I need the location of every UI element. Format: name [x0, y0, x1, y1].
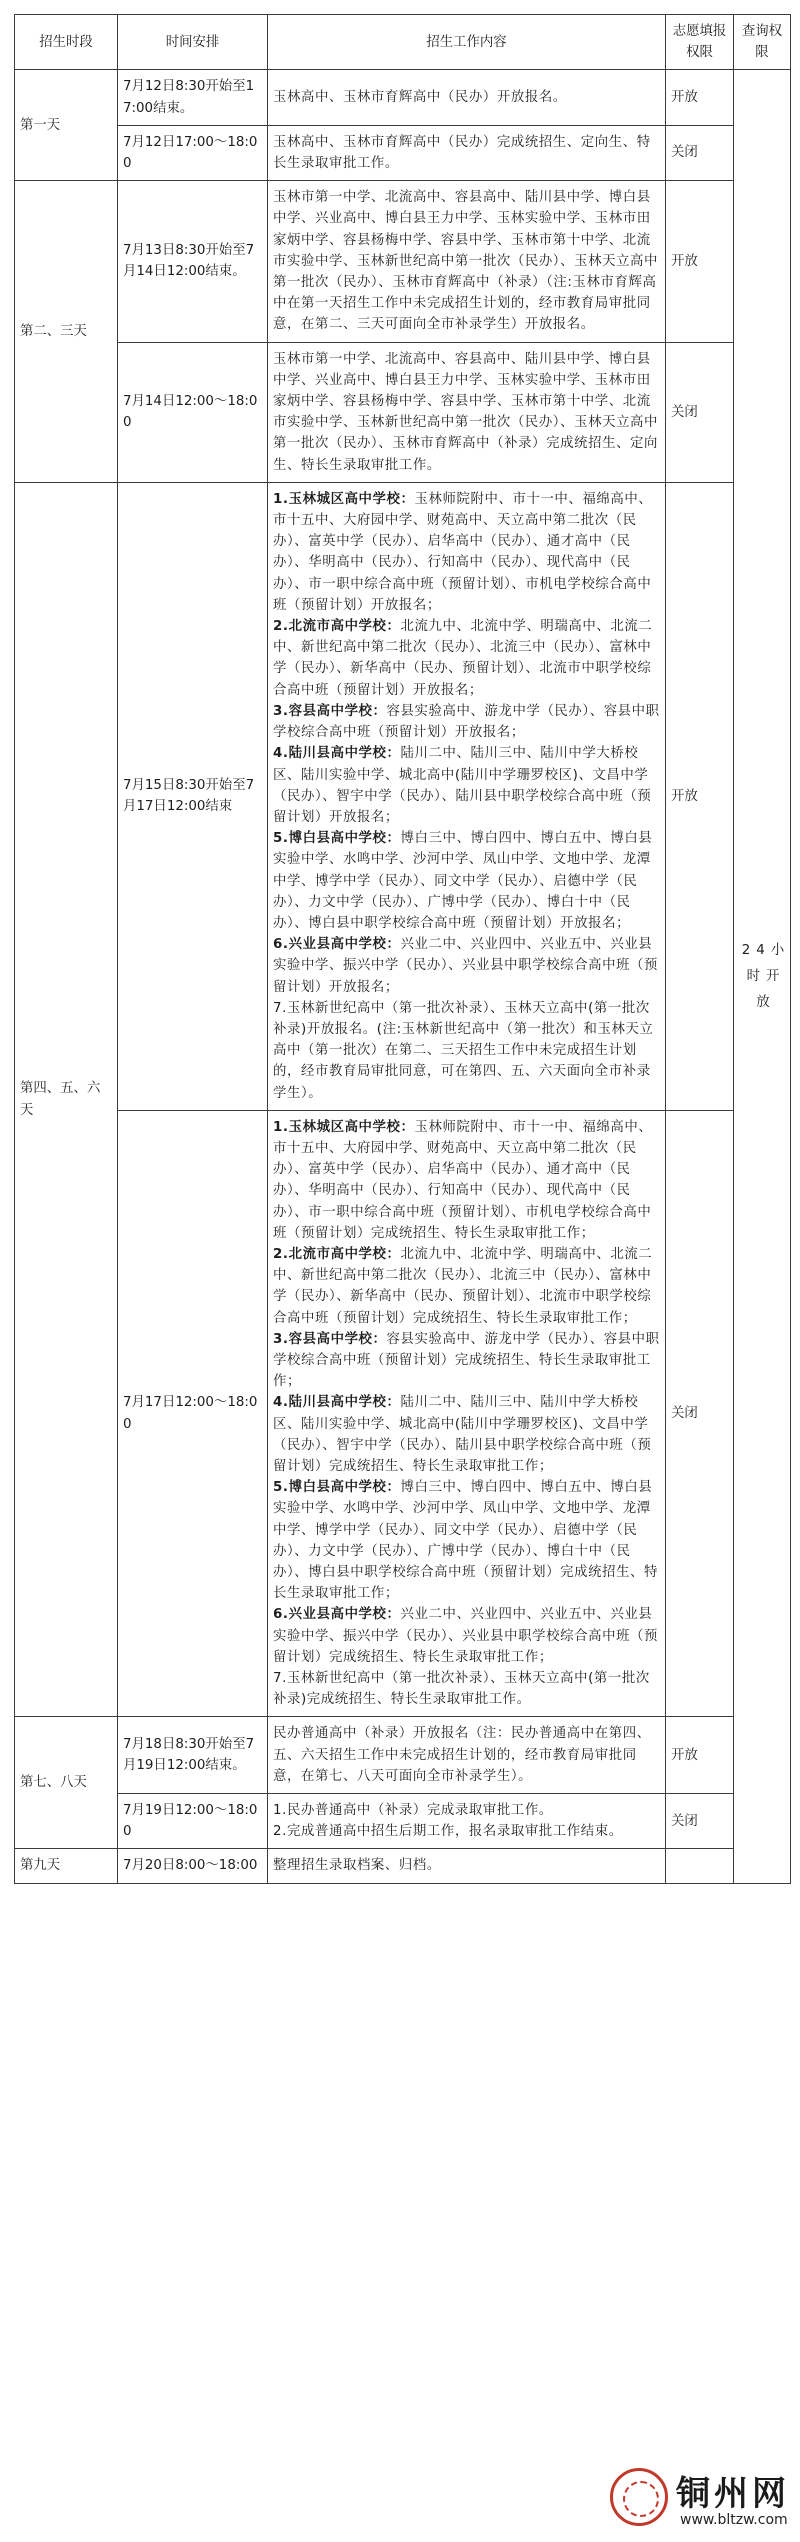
content-cell: [268, 1110, 666, 1717]
school-group-label: 3.容县高中学校：: [273, 703, 387, 719]
period-day23: 第二、三天: [15, 181, 118, 483]
status-cell: 关闭: [666, 125, 734, 180]
time-cell: 7月15日8:30开始至7月17日12:00结束: [118, 482, 268, 1110]
school-group-label: 6.兴业县高中学校：: [273, 1607, 401, 1623]
content-cell: [268, 1794, 666, 1849]
school-group-label: 1.玉林城区高中学校：: [273, 491, 415, 507]
table-row: [15, 1849, 791, 1883]
table-row: [15, 1794, 791, 1849]
list-item: 1.民办普通高中（补录）完成录取审批工作。: [273, 1803, 553, 1819]
table-row: [15, 181, 791, 342]
period-day1: 第一天: [15, 70, 118, 181]
time-cell: 7月20日8:00～18:00: [118, 1849, 268, 1883]
time-cell: 7月19日12:00～18:00: [118, 1794, 268, 1849]
content-cell: 玉林高中、玉林市育辉高中（民办）完成统招生、定向生、特长生录取审批工作。: [268, 125, 666, 180]
list-item: 6.兴业县高中学校：兴业二中、兴业四中、兴业五中、兴业县实验中学、振兴中学（民办）、兴业县中职学校综合高中班（预留计划）开放报名；: [273, 937, 659, 995]
status-cell: 开放: [666, 70, 734, 125]
list-item: 2.完成普通高中招生后期工作，报名录取审批工作结束。: [273, 1824, 623, 1840]
school-group-label: 1.玉林城区高中学校：: [273, 1119, 415, 1135]
header-status: 志愿填报权限: [666, 15, 734, 70]
query-cell: [734, 70, 791, 1883]
list-item: 2.北流市高中学校：北流九中、北流中学、明瑞高中、北流二中、新世纪高中第二批次（民办）、北流三中（民办）、富林中学（民办）、新华高中（民办、预留计划）、北流市中职学校综合高中班（预留计划）完成统招生、特长生录取审批工作；: [273, 1246, 653, 1326]
table-row: [15, 125, 791, 180]
header-time: 时间安排: [118, 15, 268, 70]
content-cell: 整理招生录取档案、归档。: [268, 1849, 666, 1883]
school-group-label: 5.博白县高中学校：: [273, 1480, 401, 1496]
status-cell: 关闭: [666, 342, 734, 482]
school-group-label: 2.北流市高中学校：: [273, 1246, 401, 1262]
time-cell: 7月12日8:30开始至17:00结束。: [118, 70, 268, 125]
list-item: 7.玉林新世纪高中（第一批次补录）、玉林天立高中(第一批次补录)开放报名。(注:玉林新世纪高中（第一批次）和玉林天立高中（第一批次）在第二、三天招生工作中未完成招生计划的，经市教育局审批同意，可在第四、五、六天面向全市补录学生）。: [273, 1000, 654, 1101]
content-cell: 玉林市第一中学、北流高中、容县高中、陆川县中学、博白县中学、兴业高中、博白县王力中学、玉林实验中学、玉林市田家炳中学、容县杨梅中学、容县中学、玉林市第十中学、北流市实验中学、玉林新世纪高中第一批次（民办）、玉林天立高中第一批次（民办）、玉林市育辉高中（补录）（注:玉林市育辉高中在第一天招生工作中未完成招生计划的，经市教育局审批同意，在第二、三天可面向全市补录学生）开放报名。: [268, 181, 666, 342]
school-group-label: 3.容县高中学校：: [273, 1331, 387, 1347]
query-value: 24小时开放: [741, 942, 791, 1010]
content-cell: 玉林高中、玉林市育辉高中（民办）开放报名。: [268, 70, 666, 125]
table-row: [15, 1110, 791, 1717]
watermark-url: www.bltzw.com: [680, 2512, 788, 2528]
header-period: 招生时段: [15, 15, 118, 70]
time-cell: 7月13日8:30开始至7月14日12:00结束。: [118, 181, 268, 342]
content-cell: 民办普通高中（补录）开放报名（注：民办普通高中在第四、五、六天招生工作中未完成招生计划的，经市教育局审批同意，在第七、八天可面向全市补录学生）。: [268, 1717, 666, 1794]
time-cell: 7月14日12:00～18:00: [118, 342, 268, 482]
list-item: 5.博白县高中学校：博白三中、博白四中、博白五中、博白县实验中学、水鸣中学、沙河中学、凤山中学、文地中学、龙潭中学、博学中学（民办）、同文中学（民办）、启德中学（民办）、力文中学（民办）、广博中学（民办）、博白十中（民办）、博白县中职学校综合高中班（预留计划）开放报名；: [273, 831, 653, 931]
site-watermark: [610, 2464, 790, 2534]
list-item: 6.兴业县高中学校：兴业二中、兴业四中、兴业五中、兴业县实验中学、振兴中学（民办）、兴业县中职学校综合高中班（预留计划）完成统招生、特长生录取审批工作；: [273, 1607, 659, 1665]
table-row: [15, 70, 791, 125]
list-item: 4.陆川县高中学校：陆川二中、陆川三中、陆川中学大桥校区、陆川实验中学、城北高中(陆川中学珊罗校区)、文昌中学（民办）、智宇中学（民办）、陆川县中职学校综合高中班（预留计划）开放报名；: [273, 746, 652, 825]
school-group-label: 4.陆川县高中学校：: [273, 746, 401, 762]
period-day9: 第九天: [15, 1849, 118, 1883]
status-cell: 开放: [666, 181, 734, 342]
status-cell: [666, 1849, 734, 1883]
table-row: [15, 342, 791, 482]
list-item: 2.北流市高中学校：北流九中、北流中学、明瑞高中、北流二中、新世纪高中第二批次（民办）、北流三中（民办）、富林中学（民办）、新华高中（民办、预留计划）、北流市中职学校综合高中班（预留计划）开放报名；: [273, 619, 653, 698]
header-row: [15, 15, 791, 70]
table-row: [15, 1717, 791, 1794]
list-item: 3.容县高中学校：容县实验高中、游龙中学（民办）、容县中职学校综合高中班（预留计划）开放报名；: [273, 703, 660, 741]
list-item: 4.陆川县高中学校：陆川二中、陆川三中、陆川中学大桥校区、陆川实验中学、城北高中(陆川中学珊罗校区)、文昌中学（民办）、智宇中学（民办）、陆川县中职学校综合高中班（预留计划）完成统招生、特长生录取审批工作；: [273, 1395, 652, 1474]
school-group-label: 4.陆川县高中学校：: [273, 1395, 401, 1411]
table-row: [15, 482, 791, 1110]
period-day78: 第七、八天: [15, 1717, 118, 1849]
content-cell: [268, 482, 666, 1110]
status-cell: 关闭: [666, 1794, 734, 1849]
time-cell: 7月18日8:30开始至7月19日12:00结束。: [118, 1717, 268, 1794]
header-query: 查询权限: [734, 15, 791, 70]
list-item: 1.玉林城区高中学校：玉林师院附中、市十一中、福绵高中、市十五中、大府园中学、财苑高中、天立高中第二批次（民办）、富英中学（民办）、启华高中（民办）、通才高中（民办）、华明高中（民办）、行知高中（民办）、现代高中（民办）、市一职中综合高中班（预留计划）、市机电学校综合高中班（预留计划）完成统招生、特长生录取审批工作；: [273, 1119, 653, 1241]
status-cell: 关闭: [666, 1110, 734, 1717]
time-cell: 7月17日12:00～18:00: [118, 1110, 268, 1717]
status-cell: 开放: [666, 1717, 734, 1794]
time-cell: 7月12日17:00～18:00: [118, 125, 268, 180]
period-day456: 第四、五、六天: [15, 482, 118, 1717]
list-item: 1.玉林城区高中学校：玉林师院附中、市十一中、福绵高中、市十五中、大府园中学、财苑高中、天立高中第二批次（民办）、富英中学（民办）、启华高中（民办）、通才高中（民办）、华明高中（民办）、行知高中（民办）、现代高中（民办）、市一职中综合高中班（预留计划）、市机电学校综合高中班（预留计划）开放报名；: [273, 491, 653, 613]
list-item: 7.玉林新世纪高中（第一批次补录）、玉林天立高中(第一批次补录)完成统招生、特长生录取审批工作。: [273, 1671, 650, 1708]
content-cell: 玉林市第一中学、北流高中、容县高中、陆川县中学、博白县中学、兴业高中、博白县王力中学、玉林实验中学、玉林市田家炳中学、容县杨梅中学、容县中学、玉林市第十中学、北流市实验中学、玉林新世纪高中第一批次（民办）、玉林天立高中第一批次（民办）、玉林市育辉高中（补录）完成统招生、定向生、特长生录取审批工作。: [268, 342, 666, 482]
school-group-label: 5.博白县高中学校：: [273, 831, 401, 847]
admissions-schedule-table: [14, 14, 791, 1884]
list-item: 5.博白县高中学校：博白三中、博白四中、博白五中、博白县实验中学、水鸣中学、沙河中学、凤山中学、文地中学、龙潭中学、博学中学（民办）、同文中学（民办）、启德中学（民办）、力文中学（民办）、广博中学（民办）、博白十中（民办）、博白县中职学校综合高中班（预留计划）完成统招生、特长生录取审批工作；: [273, 1480, 659, 1602]
header-content: 招生工作内容: [268, 15, 666, 70]
school-group-label: 6.兴业县高中学校：: [273, 937, 401, 953]
list-item: 3.容县高中学校：容县实验高中、游龙中学（民办）、容县中职学校综合高中班（预留计划）完成统招生、特长生录取审批工作；: [273, 1331, 660, 1390]
status-cell: 开放: [666, 482, 734, 1110]
watermark-name: 铜州网: [676, 2474, 790, 2514]
seal-logo-icon: [610, 2468, 668, 2526]
school-group-label: 2.北流市高中学校：: [273, 619, 401, 635]
